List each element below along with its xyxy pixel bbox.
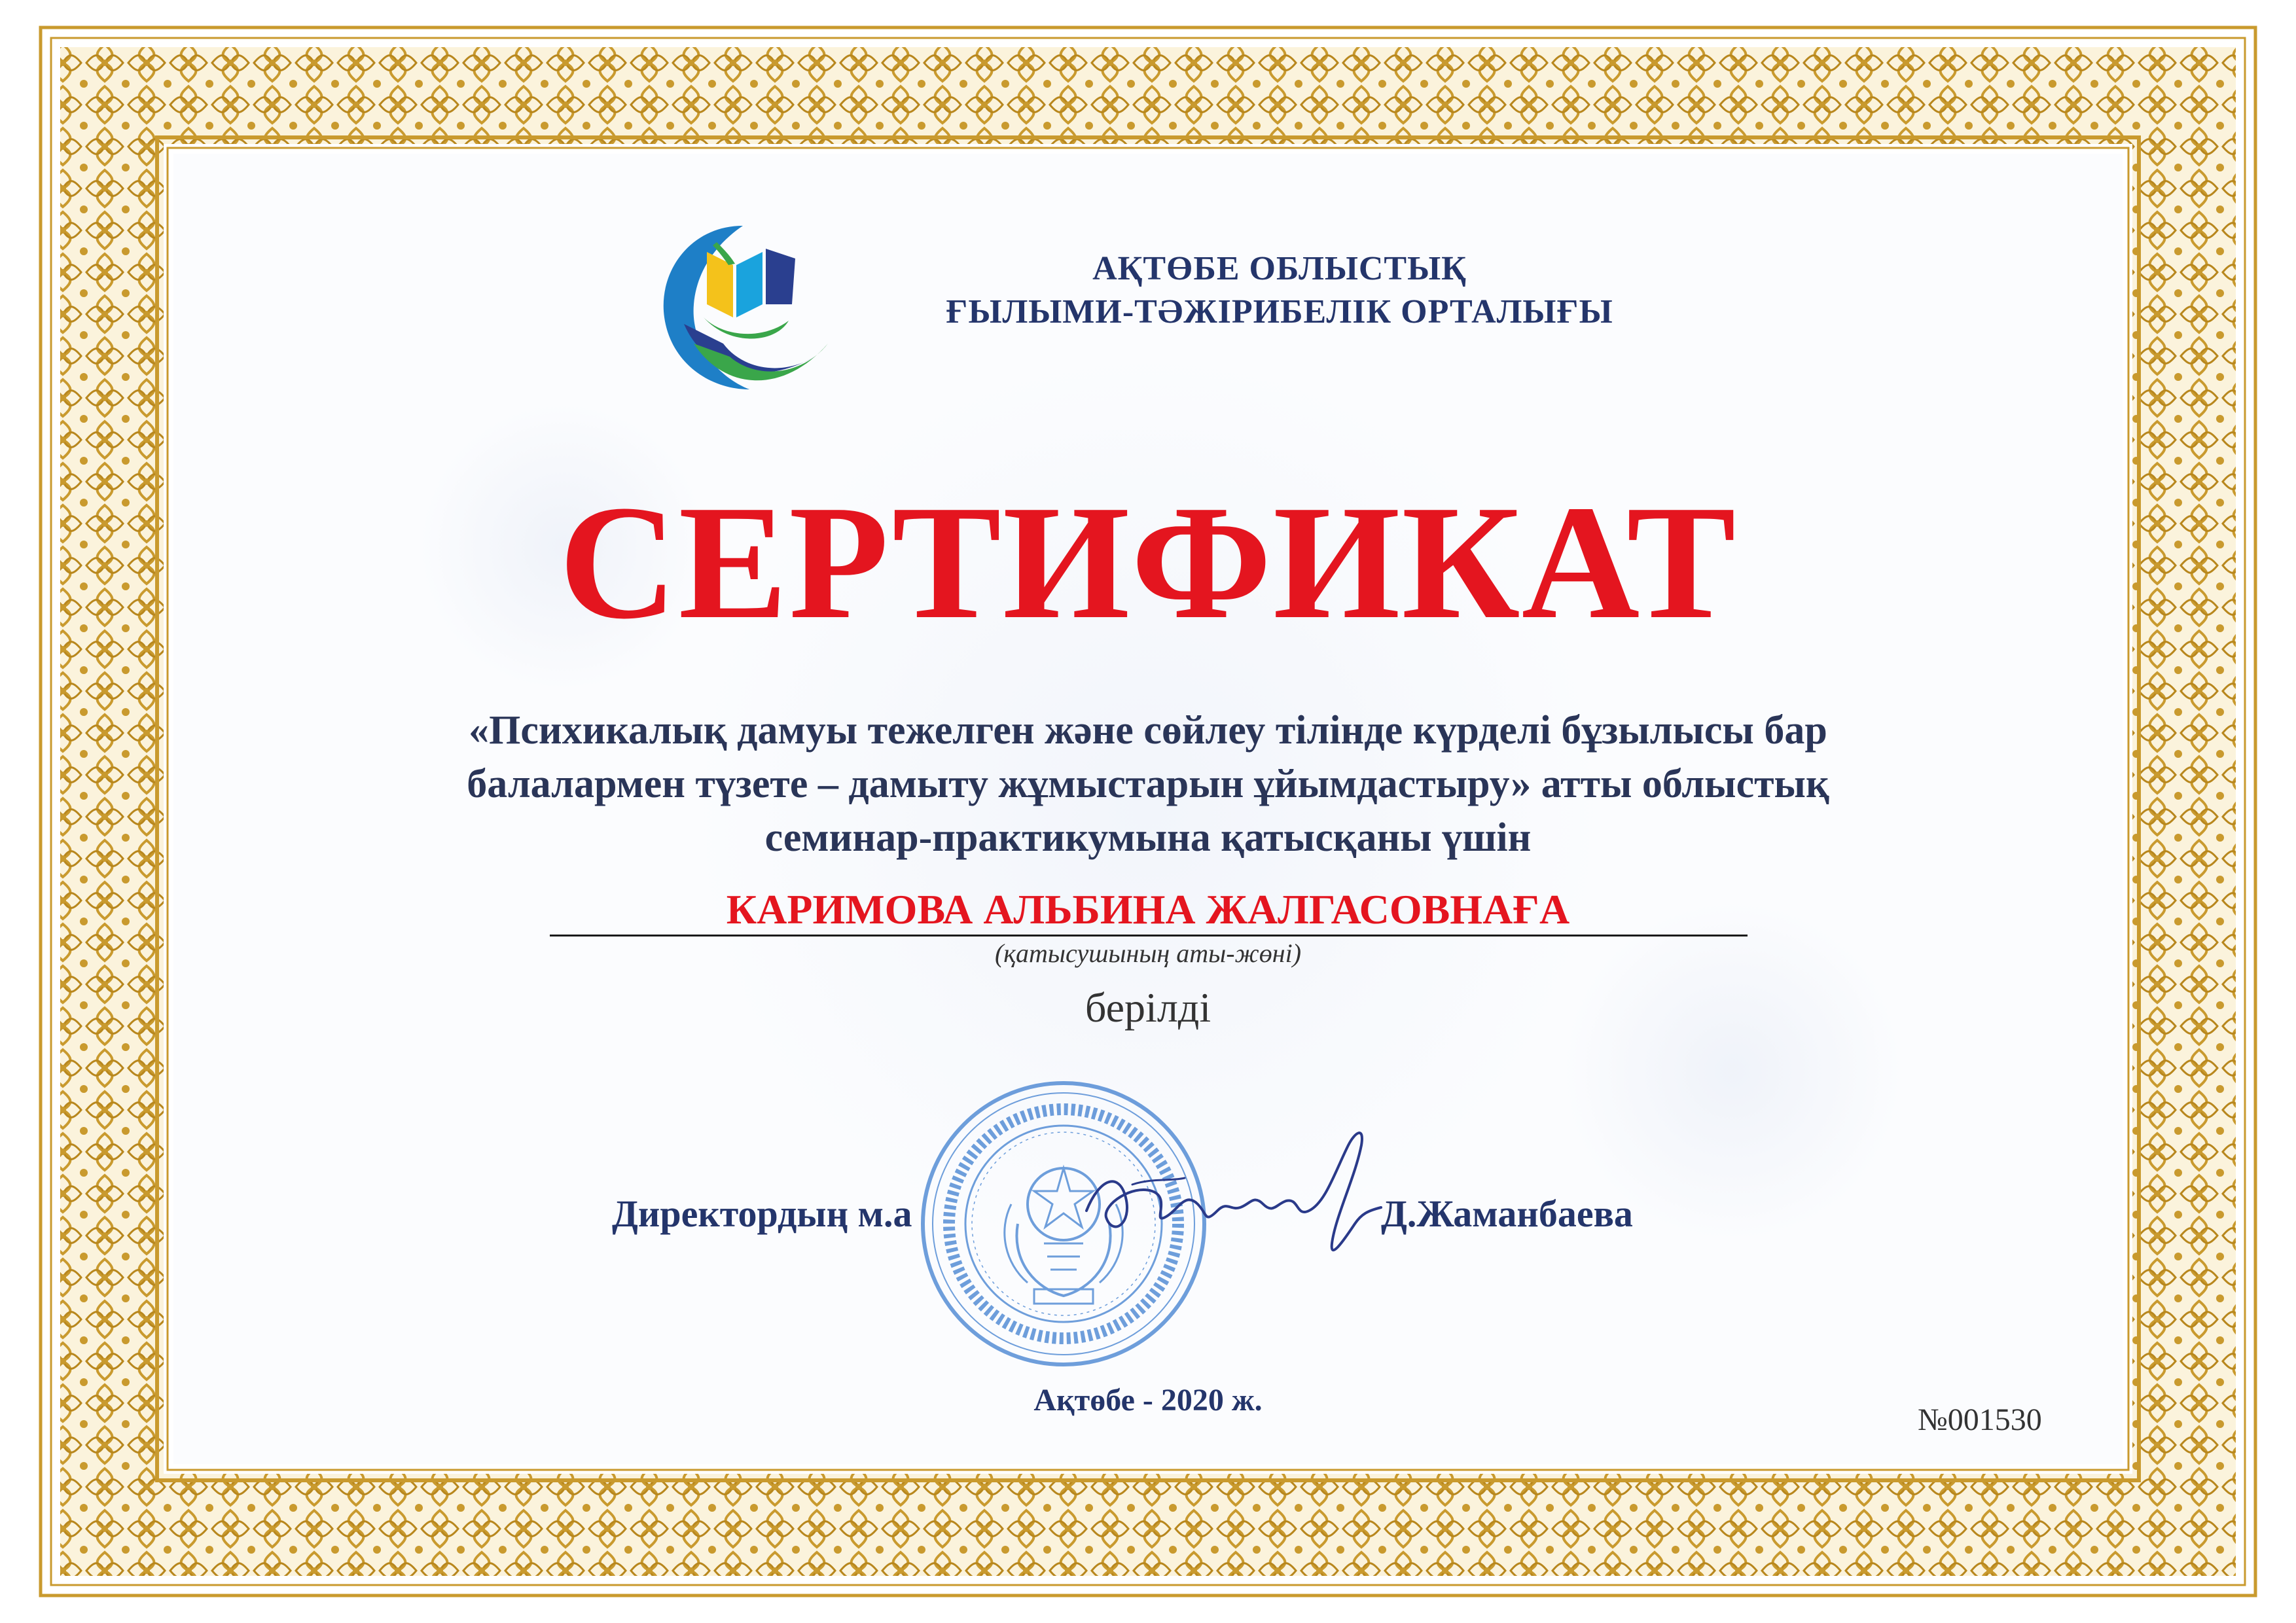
organization-line-1: АҚТӨБЕ ОБЛЫСТЫҚ [1092, 250, 1467, 287]
certificate-title: СЕРТИФИКАТ [558, 472, 1738, 653]
city-year: Ақтөбе - 2020 ж. [1033, 1383, 1263, 1418]
organization-name [857, 247, 1702, 334]
director-label: Директордың м.а [612, 1192, 912, 1235]
organization-line-2: ҒЫЛЫМИ-ТӘЖІРИБЕЛІК ОРТАЛЫҒЫ [946, 293, 1613, 330]
given-text: берілді [1085, 984, 1211, 1031]
certificate-description [262, 704, 2034, 865]
description-line-1: «Психикалық дамуы тежелген және сөйлеу тілінде күрделі бұзылысы бар [469, 708, 1827, 753]
recipient-caption: (қатысушының аты-жөні) [994, 938, 1302, 968]
certificate-number: №001530 [1918, 1402, 2042, 1437]
description-line-3: семинар-практикумына қатысқаны үшін [764, 815, 1532, 860]
recipient-underline [550, 935, 1748, 936]
description-line-2: балалармен түзете – дамыту жұмыстарын ұйымдастыру» атты облыстық [467, 762, 1829, 806]
director-name: Д.Жаманбаева [1381, 1192, 1633, 1235]
recipient-name: КАРИМОВА АЛЬБИНА ЖАЛГАСОВНАҒА [726, 886, 1570, 933]
org-logo [645, 213, 841, 409]
